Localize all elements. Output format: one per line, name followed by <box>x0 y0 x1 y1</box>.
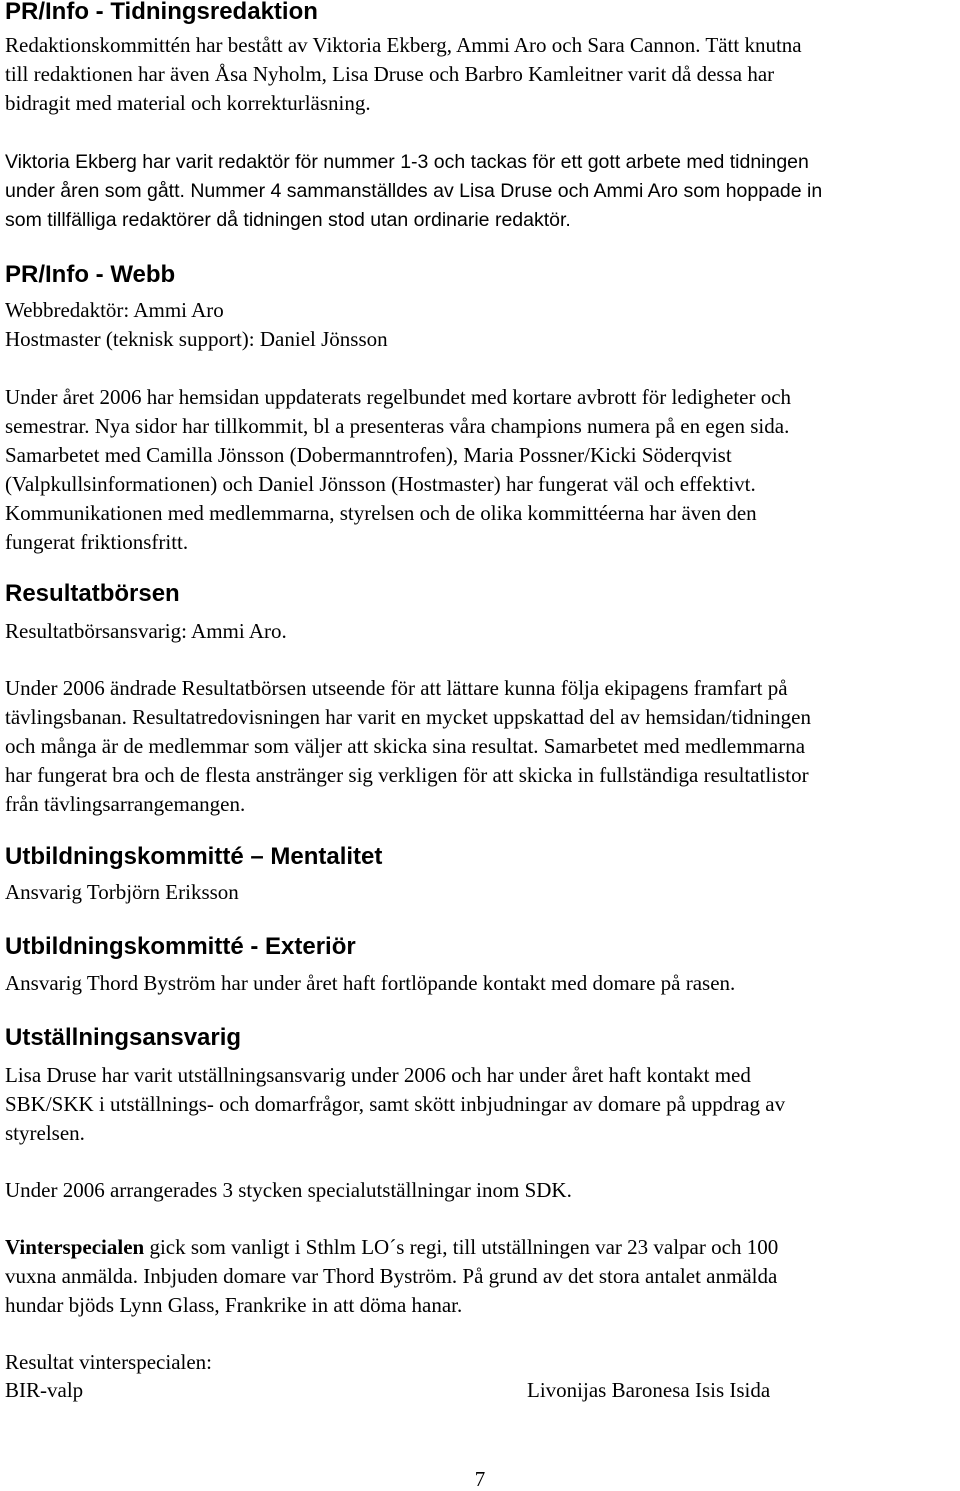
text-line: har fungerat bra och de flesta anstränger sig verkligen för att skicka in fullständiga resultatlistor <box>5 763 809 787</box>
text-line: från tävlingsarrangemangen. <box>5 792 246 816</box>
result-class: BIR-valp <box>5 1378 84 1402</box>
vinterspecialen-label: Vinterspecialen <box>5 1235 145 1259</box>
heading-exterior: Utbildningskommitté - Exteriör <box>5 933 356 960</box>
text-line: under åren som gått. Nummer 4 sammanställdes av Lisa Druse och Ammi Aro som hoppade in <box>5 180 823 202</box>
text-fragment: gick som vanligt i Sthlm LO´s regi, till utställningen var 23 valpar och 100 <box>144 1235 779 1259</box>
text-line: Samarbetet med Camilla Jönsson (Dobermanntrofen), Maria Possner/Kicki Söderqvist <box>5 443 732 467</box>
text-line: Redaktionskommittén har bestått av Viktoria Ekberg, Ammi Aro och Sara Cannon. Tätt knutna <box>5 33 802 57</box>
paragraph-vinterspecialen <box>5 1233 778 1320</box>
heading-utstallningsansvarig: Utställningsansvarig <box>5 1024 242 1051</box>
text-line: styrelsen. <box>5 1121 85 1145</box>
heading-tidningsredaktion: PR/Info - Tidningsredaktion <box>5 0 318 25</box>
text-line: SBK/SKK i utställnings- och domarfrågor, samt skött inbjudningar av domare på uppdrag av <box>5 1092 786 1116</box>
heading-resultatborsen: Resultatbörsen <box>5 580 180 607</box>
text-line: och många är de medlemmar som väljer att skicka sina resultat. Samarbetet med medlemmarna <box>5 734 806 758</box>
heading-webb: PR/Info - Webb <box>5 261 176 288</box>
text-line: som tillfälliga redaktörer då tidningen stod utan ordinarie redaktör. <box>5 209 571 231</box>
text-line: Under 2006 ändrade Resultatbörsen utseende för att lättare kunna följa ekipagens framfart på <box>5 676 788 700</box>
result-dog: Livonijas Baronesa Isis Isida <box>527 1378 771 1402</box>
text-line <box>5 1233 778 1262</box>
paragraph-redaktion-members <box>5 31 802 118</box>
heading-mentalitet: Utbildningskommitté – Mentalitet <box>5 843 383 870</box>
text-line: fungerat friktionsfritt. <box>5 530 189 554</box>
webb-hostmaster: Hostmaster (teknisk support): Daniel Jönsson <box>5 327 388 351</box>
text-line: bidragit med material och korrekturläsning. <box>5 91 371 115</box>
text-line: Kommunikationen med medlemmarna, styrelsen och de olika kommittéerna har även den <box>5 501 757 525</box>
paragraph-resultat <box>5 674 811 819</box>
text-line: vuxna anmälda. Inbjuden domare var Thord Byström. På grund av det stora antalet anmälda <box>5 1264 778 1288</box>
text-line: semestrar. Nya sidor har tillkommit, bl a presenteras våra champions numera på en egen sida. <box>5 414 790 438</box>
webb-editor: Webbredaktör: Ammi Aro <box>5 298 224 322</box>
text-line: tävlingsbanan. Resultatredovisningen har varit en mycket uppskattad del av hemsidan/tidningen <box>5 705 811 729</box>
text-line: (Valpkullsinformationen) och Daniel Jönsson (Hostmaster) har fungerat väl och effektivt. <box>5 472 756 496</box>
result-row <box>5 1376 955 1405</box>
text-line: Lisa Druse har varit utställningsansvarig under 2006 och har under året haft kontakt med <box>5 1063 751 1087</box>
page-number: 7 <box>474 1467 486 1491</box>
text-line: Under året 2006 har hemsidan uppdaterats regelbundet med kortare avbrott för ledigheter och <box>5 385 792 409</box>
text-line: till redaktionen har även Åsa Nyholm, Lisa Druse och Barbro Kamleitner varit då dessa har <box>5 62 775 86</box>
results-label: Resultat vinterspecialen: <box>5 1350 213 1374</box>
paragraph-utstallning <box>5 1061 785 1148</box>
mentalitet-responsible: Ansvarig Torbjörn Eriksson <box>5 880 239 904</box>
paragraph-webb <box>5 383 791 557</box>
paragraph-specialutstallningar: Under 2006 arrangerades 3 stycken specialutställningar inom SDK. <box>5 1178 572 1202</box>
text-line: Viktoria Ekberg har varit redaktör för nummer 1-3 och tackas för ett gott arbete med tidningen <box>5 151 809 173</box>
exterior-text: Ansvarig Thord Byström har under året haft fortlöpande kontakt med domare på rasen. <box>5 971 736 995</box>
paragraph-redaktor-history <box>5 148 822 235</box>
resultat-responsible: Resultatbörsansvarig: Ammi Aro. <box>5 619 287 643</box>
text-line: hundar bjöds Lynn Glass, Frankrike in att döma hanar. <box>5 1293 463 1317</box>
